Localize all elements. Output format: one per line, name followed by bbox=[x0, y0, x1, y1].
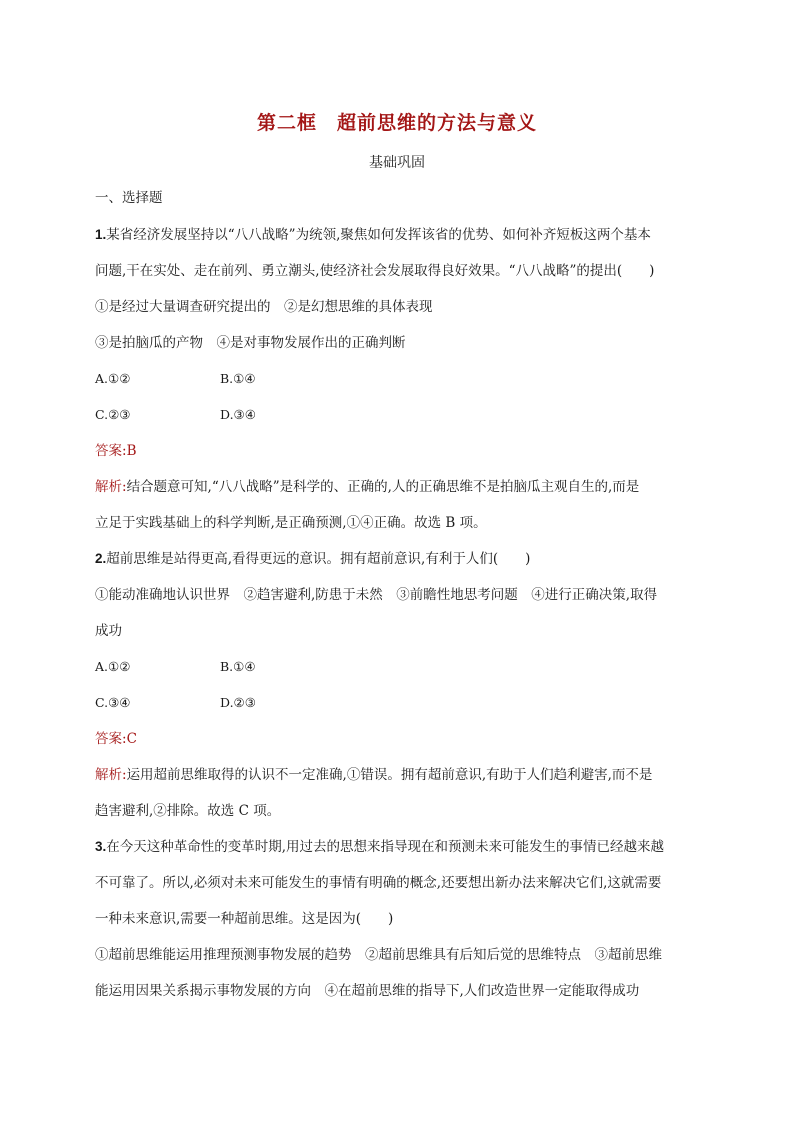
question-2-option-a: A.①② bbox=[95, 659, 131, 674]
question-2-option-c: C.③④ bbox=[95, 695, 131, 710]
question-2-option-d: D.②③ bbox=[220, 695, 256, 710]
answer-value: B bbox=[126, 443, 137, 459]
answer-label: 答案: bbox=[95, 731, 127, 747]
question-3-items-line-2: 能运用因果关系揭示事物发展的方向 ④在超前思维的指导下,人们改造世界一定能取得成功 bbox=[95, 983, 640, 999]
question-1-stem-line-1 bbox=[95, 225, 651, 245]
question-2-analysis-line-1 bbox=[95, 765, 652, 785]
question-2-option-b: B.①④ bbox=[220, 659, 256, 674]
question-1-analysis-line-1 bbox=[95, 477, 639, 497]
question-3-stem-text: 在今天这种革命性的变革时期,用过去的思想来指导现在和预测未来可能发生的事情已经越来越 bbox=[106, 839, 665, 855]
analysis-text: 运用超前思维取得的认识不一定准确,①错误。拥有超前意识,有助于人们趋利避害,而不是 bbox=[126, 767, 653, 783]
question-2-items-line-2: 成功 bbox=[95, 623, 122, 639]
question-1-option-b: B.①④ bbox=[220, 371, 256, 386]
question-2-answer bbox=[95, 729, 137, 749]
question-1-items-line-2: ③是拍脑瓜的产物 ④是对事物发展作出的正确判断 bbox=[95, 335, 406, 351]
answer-label: 答案: bbox=[95, 443, 127, 459]
analysis-label: 解析: bbox=[95, 479, 127, 495]
question-3-stem-line-3: 一种未来意识,需要一种超前思维。这是因为( ) bbox=[95, 911, 394, 927]
question-1-items-line-1: ①是经过大量调查研究提出的 ②是幻想思维的具体表现 bbox=[95, 299, 433, 315]
question-1-stem-text: 某省经济发展坚持以“八八战略”为统领,聚焦如何发挥该省的优势、如何补齐短板这两个基本 bbox=[106, 227, 651, 243]
question-2-analysis-line-2: 趋害避利,②排除。故选 C 项。 bbox=[95, 803, 281, 819]
question-2-number: 2. bbox=[95, 551, 107, 566]
question-2-stem-line-1 bbox=[95, 549, 530, 569]
analysis-text: 结合题意可知,“八八战略”是科学的、正确的,人的正确思维不是拍脑瓜主观自生的,而是 bbox=[126, 479, 640, 495]
question-1-option-a: A.①② bbox=[95, 371, 131, 386]
question-1-analysis-line-2: 立足于实践基础上的科学判断,是正确预测,①④正确。故选 B 项。 bbox=[95, 515, 487, 531]
question-1-answer bbox=[95, 441, 136, 461]
analysis-label: 解析: bbox=[95, 767, 127, 783]
question-1-option-d: D.③④ bbox=[220, 407, 256, 422]
question-2-items-line-1: ①能动准确地认识世界 ②趋害避利,防患于未然 ③前瞻性地思考问题 ④进行正确决策,取得 bbox=[95, 587, 658, 603]
question-3-number: 3. bbox=[95, 839, 107, 854]
page-title: 第二框 超前思维的方法与意义 bbox=[256, 112, 537, 134]
question-1-option-c: C.②③ bbox=[95, 407, 131, 422]
question-1-number: 1. bbox=[95, 227, 107, 242]
question-2-stem-text: 超前思维是站得更高,看得更远的意识。拥有超前意识,有利于人们( ) bbox=[106, 551, 531, 567]
question-3-items-line-1: ①超前思维能运用推理预测事物发展的趋势 ②超前思维具有后知后觉的思维特点 ③超前思维 bbox=[95, 947, 662, 963]
answer-value: C bbox=[126, 731, 137, 747]
question-3-stem-line-2: 不可靠了。所以,必须对未来可能发生的事情有明确的概念,还要想出新办法来解决它们,这就需要 bbox=[95, 875, 662, 891]
section-heading: 一、选择题 bbox=[95, 190, 163, 206]
page-subtitle: 基础巩固 bbox=[369, 155, 425, 171]
question-1-stem-line-2: 问题,干在实处、走在前列、勇立潮头,使经济社会发展取得良好效果。“八八战略”的提出( ) bbox=[95, 263, 655, 279]
question-3-stem-line-1 bbox=[95, 837, 664, 857]
